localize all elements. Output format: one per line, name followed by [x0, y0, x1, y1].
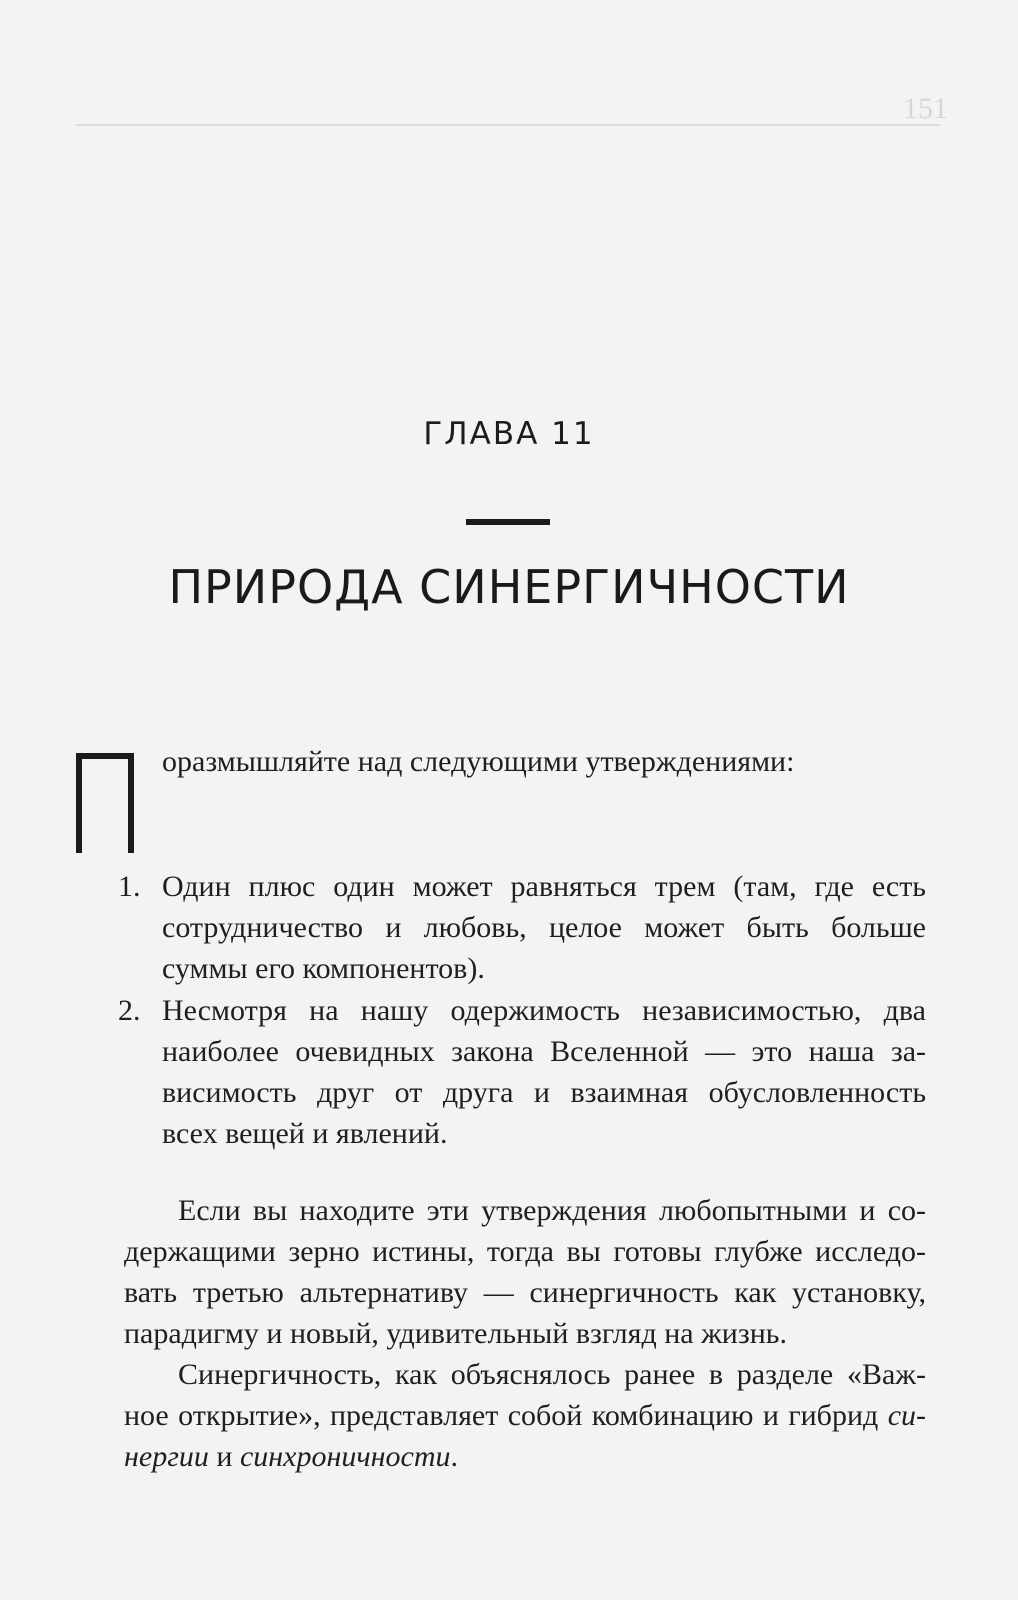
statement-number: 1.: [118, 870, 141, 903]
statement-line: Несмотря на нашу одержимость независимостью, два: [162, 994, 926, 1027]
paragraph-line: [70, 1436, 926, 1477]
paragraph-text: и: [208, 1440, 240, 1473]
running-header-rule: [76, 124, 940, 126]
paragraph-line: [70, 1395, 926, 1436]
paragraph-text: ное открытие», представляет собой комбинацию и гибрид: [124, 1399, 888, 1432]
drop-cap-left-stroke: [76, 753, 82, 853]
paragraph-text: .: [450, 1440, 459, 1473]
body-paragraph: [70, 1354, 926, 1477]
italic-term: си-: [887, 1399, 926, 1432]
paragraph-line: Если вы находите эти утверждения любопытными и со-: [178, 1194, 926, 1227]
paragraph-line: вать третью альтернативу — синергичность как установку,: [124, 1276, 926, 1309]
statement-line: висимость друг от друга и взаимная обусловленность: [162, 1076, 926, 1109]
paragraph-line: парадигму и новый, удивительный взгляд на жизнь.: [124, 1317, 787, 1350]
intro-sentence: оразмышляйте над следующими утверждениями:: [162, 745, 795, 778]
body-paragraph: [70, 1190, 926, 1354]
italic-term: синхроничности: [239, 1440, 451, 1473]
chapter-divider: [466, 519, 550, 525]
statement-item: [118, 990, 926, 1154]
statement-line: суммы его компонентов).: [162, 952, 485, 985]
drop-cap-top-stroke: [76, 753, 134, 759]
chapter-label: ГЛАВА 11: [423, 416, 595, 452]
drop-cap-letter: [76, 753, 134, 853]
page-number: 151: [903, 92, 948, 125]
chapter-title: ПРИРОДА СИНЕРГИЧНОСТИ: [168, 560, 850, 614]
drop-cap-right-stroke: [128, 753, 134, 853]
italic-term: нергии: [124, 1440, 209, 1473]
statement-line: наиболее очевидных закона Вселенной — это наша за-: [162, 1035, 926, 1068]
statements-list: [118, 866, 926, 1155]
statement-line: всех вещей и явлений.: [162, 1117, 448, 1150]
statement-line: Один плюс один может равняться трем (там, где есть: [162, 870, 926, 903]
paragraph-line: держащими зерно истины, тогда вы готовы глубже исследо-: [124, 1235, 926, 1268]
statement-item: [118, 866, 926, 989]
statement-line: сотрудничество и любовь, целое может быть больше: [162, 911, 926, 944]
paragraph-line: Синергичность, как объяснялось ранее в разделе «Важ-: [178, 1358, 926, 1391]
statement-number: 2.: [118, 994, 141, 1027]
